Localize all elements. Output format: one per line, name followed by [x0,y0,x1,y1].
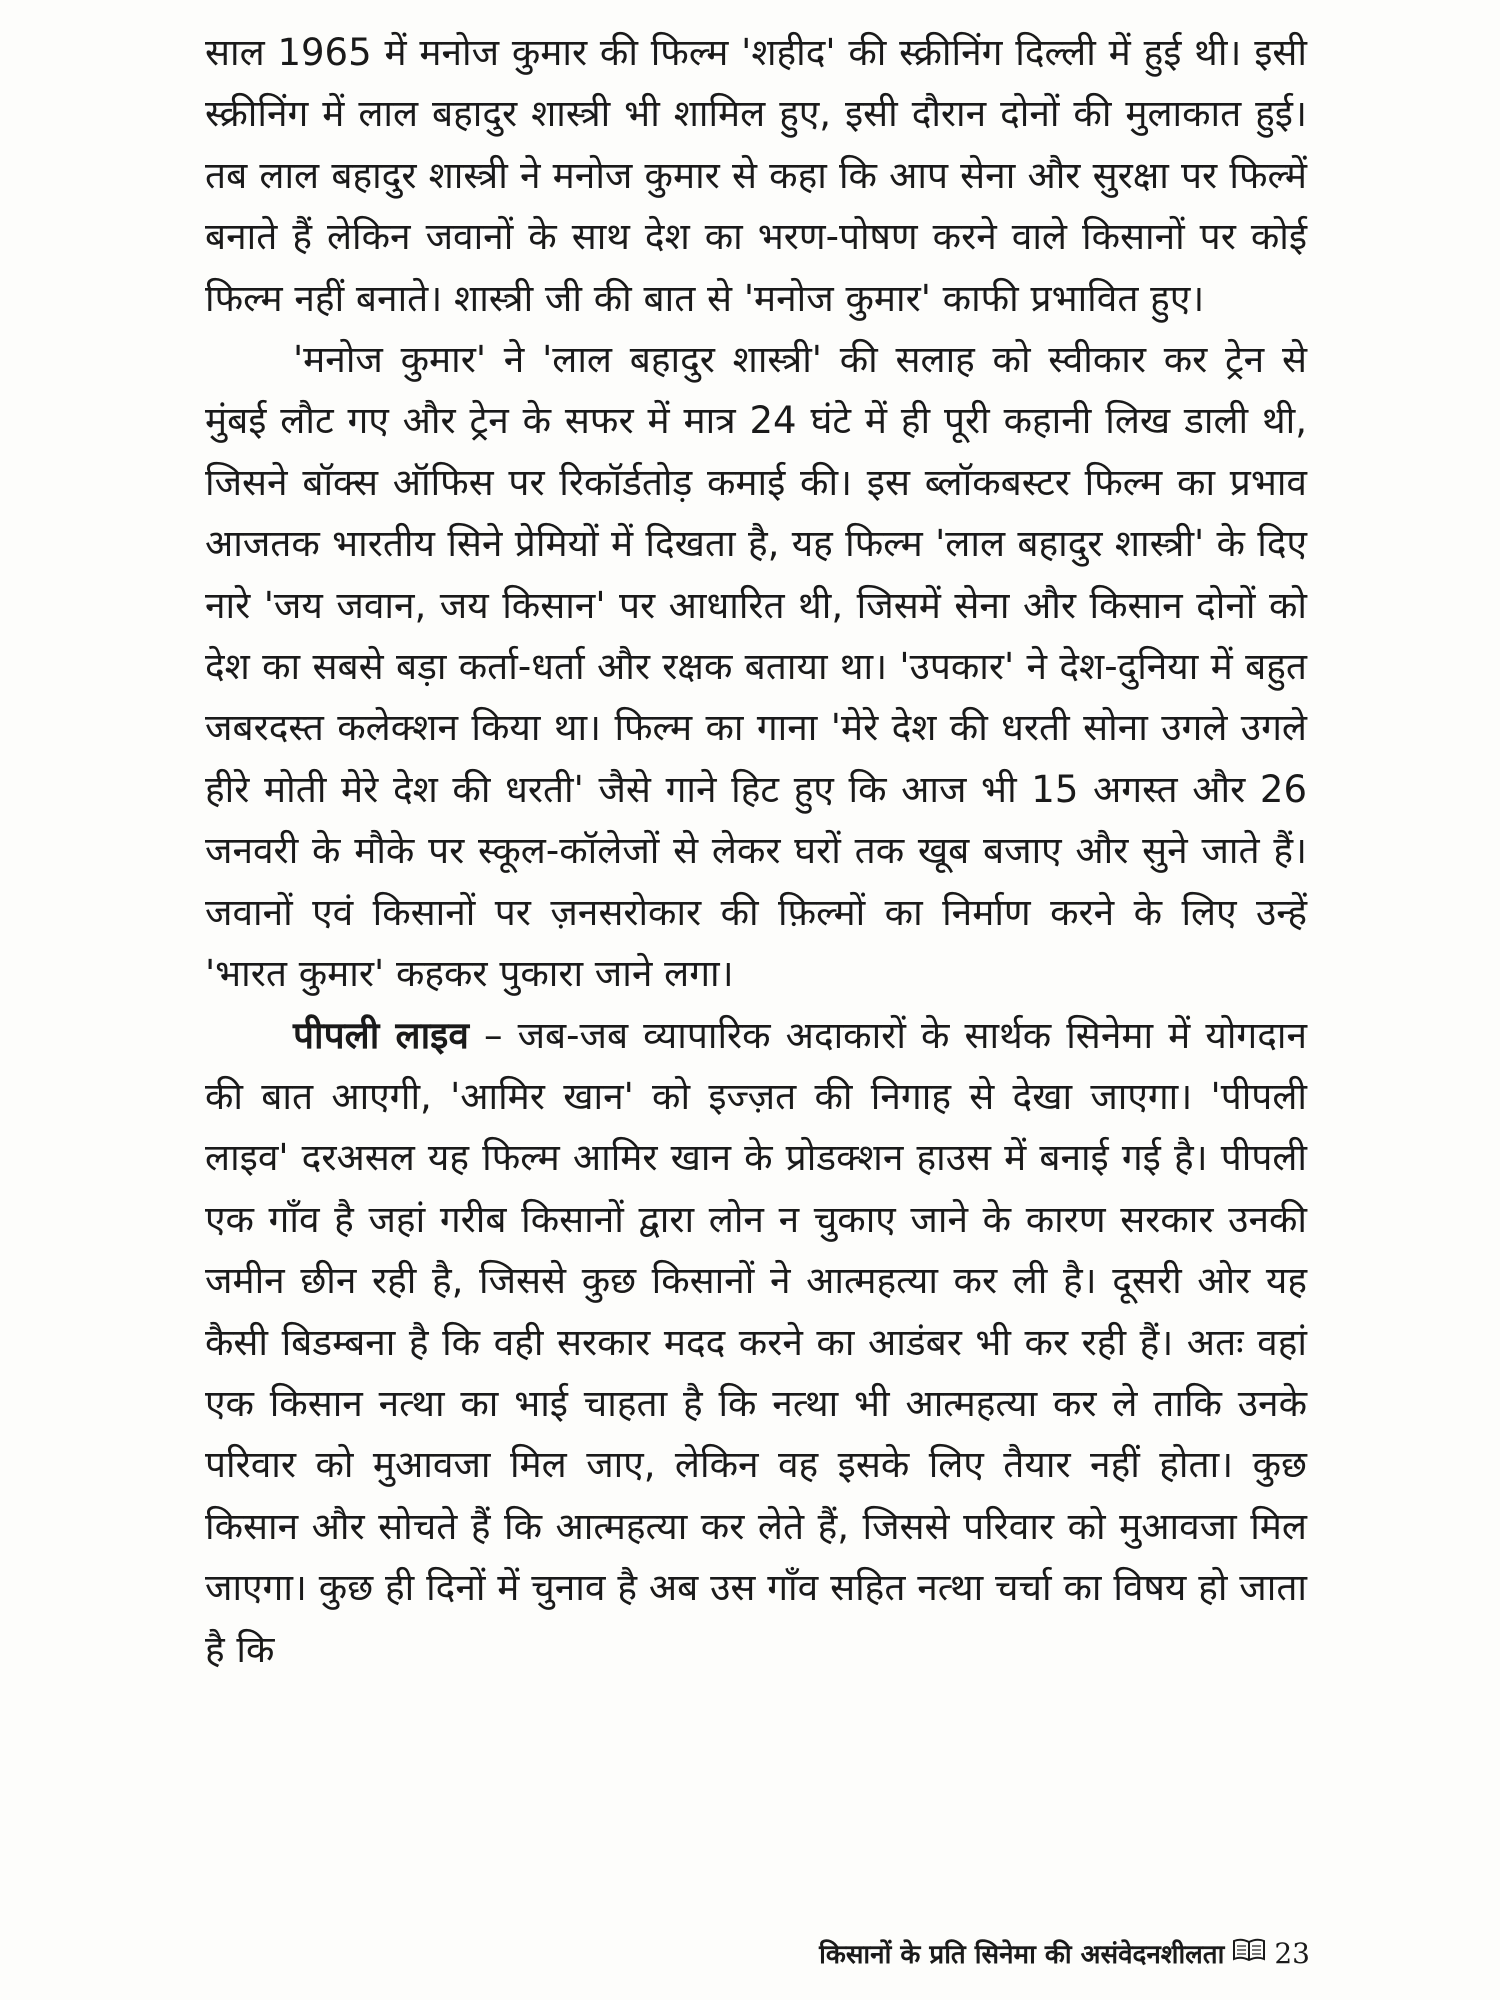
paragraph-upkar: 'मनोज कुमार' ने 'लाल बहादुर शास्त्री' की सलाह को स्वीकार कर ट्रेन से मुंबई लौट गए और ट्रेन के सफर में मात्र 24 घंटे में ही पूरी कहानी लिख डाली थी, जिसने बॉक्स ऑफिस पर रिकॉर्डतोड़ कमाई की। इस ब्लॉकबस्टर फिल्म का प्रभाव आजतक भारतीय सिने प्रेमियों में दिखता है, यह फिल्म 'लाल बहादुर शास्त्री' के दिए नारे 'जय जवान, जय किसान' पर आधारित थी, जिसमें सेना और किसान दोनों को देश का सबसे बड़ा कर्ता-धर्ता और रक्षक बताया था। 'उपकार' ने देश-दुनिया में बहुत जबरदस्त कलेक्शन किया था। फिल्म का गाना 'मेरे देश की धरती सोना उगले उगले हीरे मोती मेरे देश की धरती' जैसे गाने हिट हुए कि आज भी 15 अगस्त और 26 जनवरी के मौके पर स्कूल-कॉलेजों से लेकर घरों तक खूब बजाए और सुने जाते हैं। जवानों एवं किसानों पर ज़नसरोकार की फ़िल्मों का निर्माण करने के लिए उन्हें 'भारत कुमार' कहकर पुकारा जाने लगा। [205,338,1307,996]
page-footer [700,1935,1310,1974]
body-text [205,22,1307,1680]
open-book-icon [1232,1937,1266,1970]
paragraph-peepli-live-text: – जब-जब व्यापारिक अदाकारों के सार्थक सिनेमा में योगदान की बात आएगी, 'आमिर खान' को इज्ज़त की निगाह से देखा जाएगा। 'पीपली लाइव' दरअसल यह फिल्म आमिर खान के प्रोडक्शन हाउस में बनाई गई है। पीपली एक गाँव है जहां गरीब किसानों द्वारा लोन न चुकाए जाने के कारण सरकार उनकी जमीन छीन रही है, जिससे कुछ किसानों ने आत्महत्या कर ली है। दूसरी ओर यह कैसी बिडम्बना है कि वही सरकार मदद करने का आडंबर भी कर रही हैं। अतः वहां एक किसान नत्था का भाई चाहता है कि नत्था भी आत्महत्या कर ले ताकि उनके परिवार को मुआवजा मिल जाए, लेकिन वह इसके लिए तैयार नहीं होता। कुछ किसान और सोचते हैं कि आत्महत्या कर लेते हैं, जिससे परिवार को मुआवजा मिल जाएगा। कुछ ही दिनों में चुनाव है अब उस गाँव सहित नत्था चर्चा का विषय हो जाता है कि [205,1013,1307,1671]
paragraph-shaheed-screening: साल 1965 में मनोज कुमार की फिल्म 'शहीद' की स्क्रीनिंग दिल्ली में हुई थी। इसी स्क्रीनिंग में लाल बहादुर शास्त्री भी शामिल हुए, इसी दौरान दोनों की मुलाकात हुई। तब लाल बहादुर शास्त्री ने मनोज कुमार से कहा कि आप सेना और सुरक्षा पर फिल्में बनाते हैं लेकिन जवानों के साथ देश का भरण-पोषण करने वाले किसानों पर कोई फिल्म नहीं बनाते। शास्त्री जी की बात से 'मनोज कुमार' काफी प्रभावित हुए। [205,31,1307,320]
paragraph-peepli-live [205,1005,1307,1680]
page-number: 23 [1274,1937,1310,1970]
running-title: किसानों के प्रति सिनेमा की असंवेदनशीलता [819,1940,1225,1970]
section-heading-peepli-live: पीपली लाइव [293,1013,469,1057]
